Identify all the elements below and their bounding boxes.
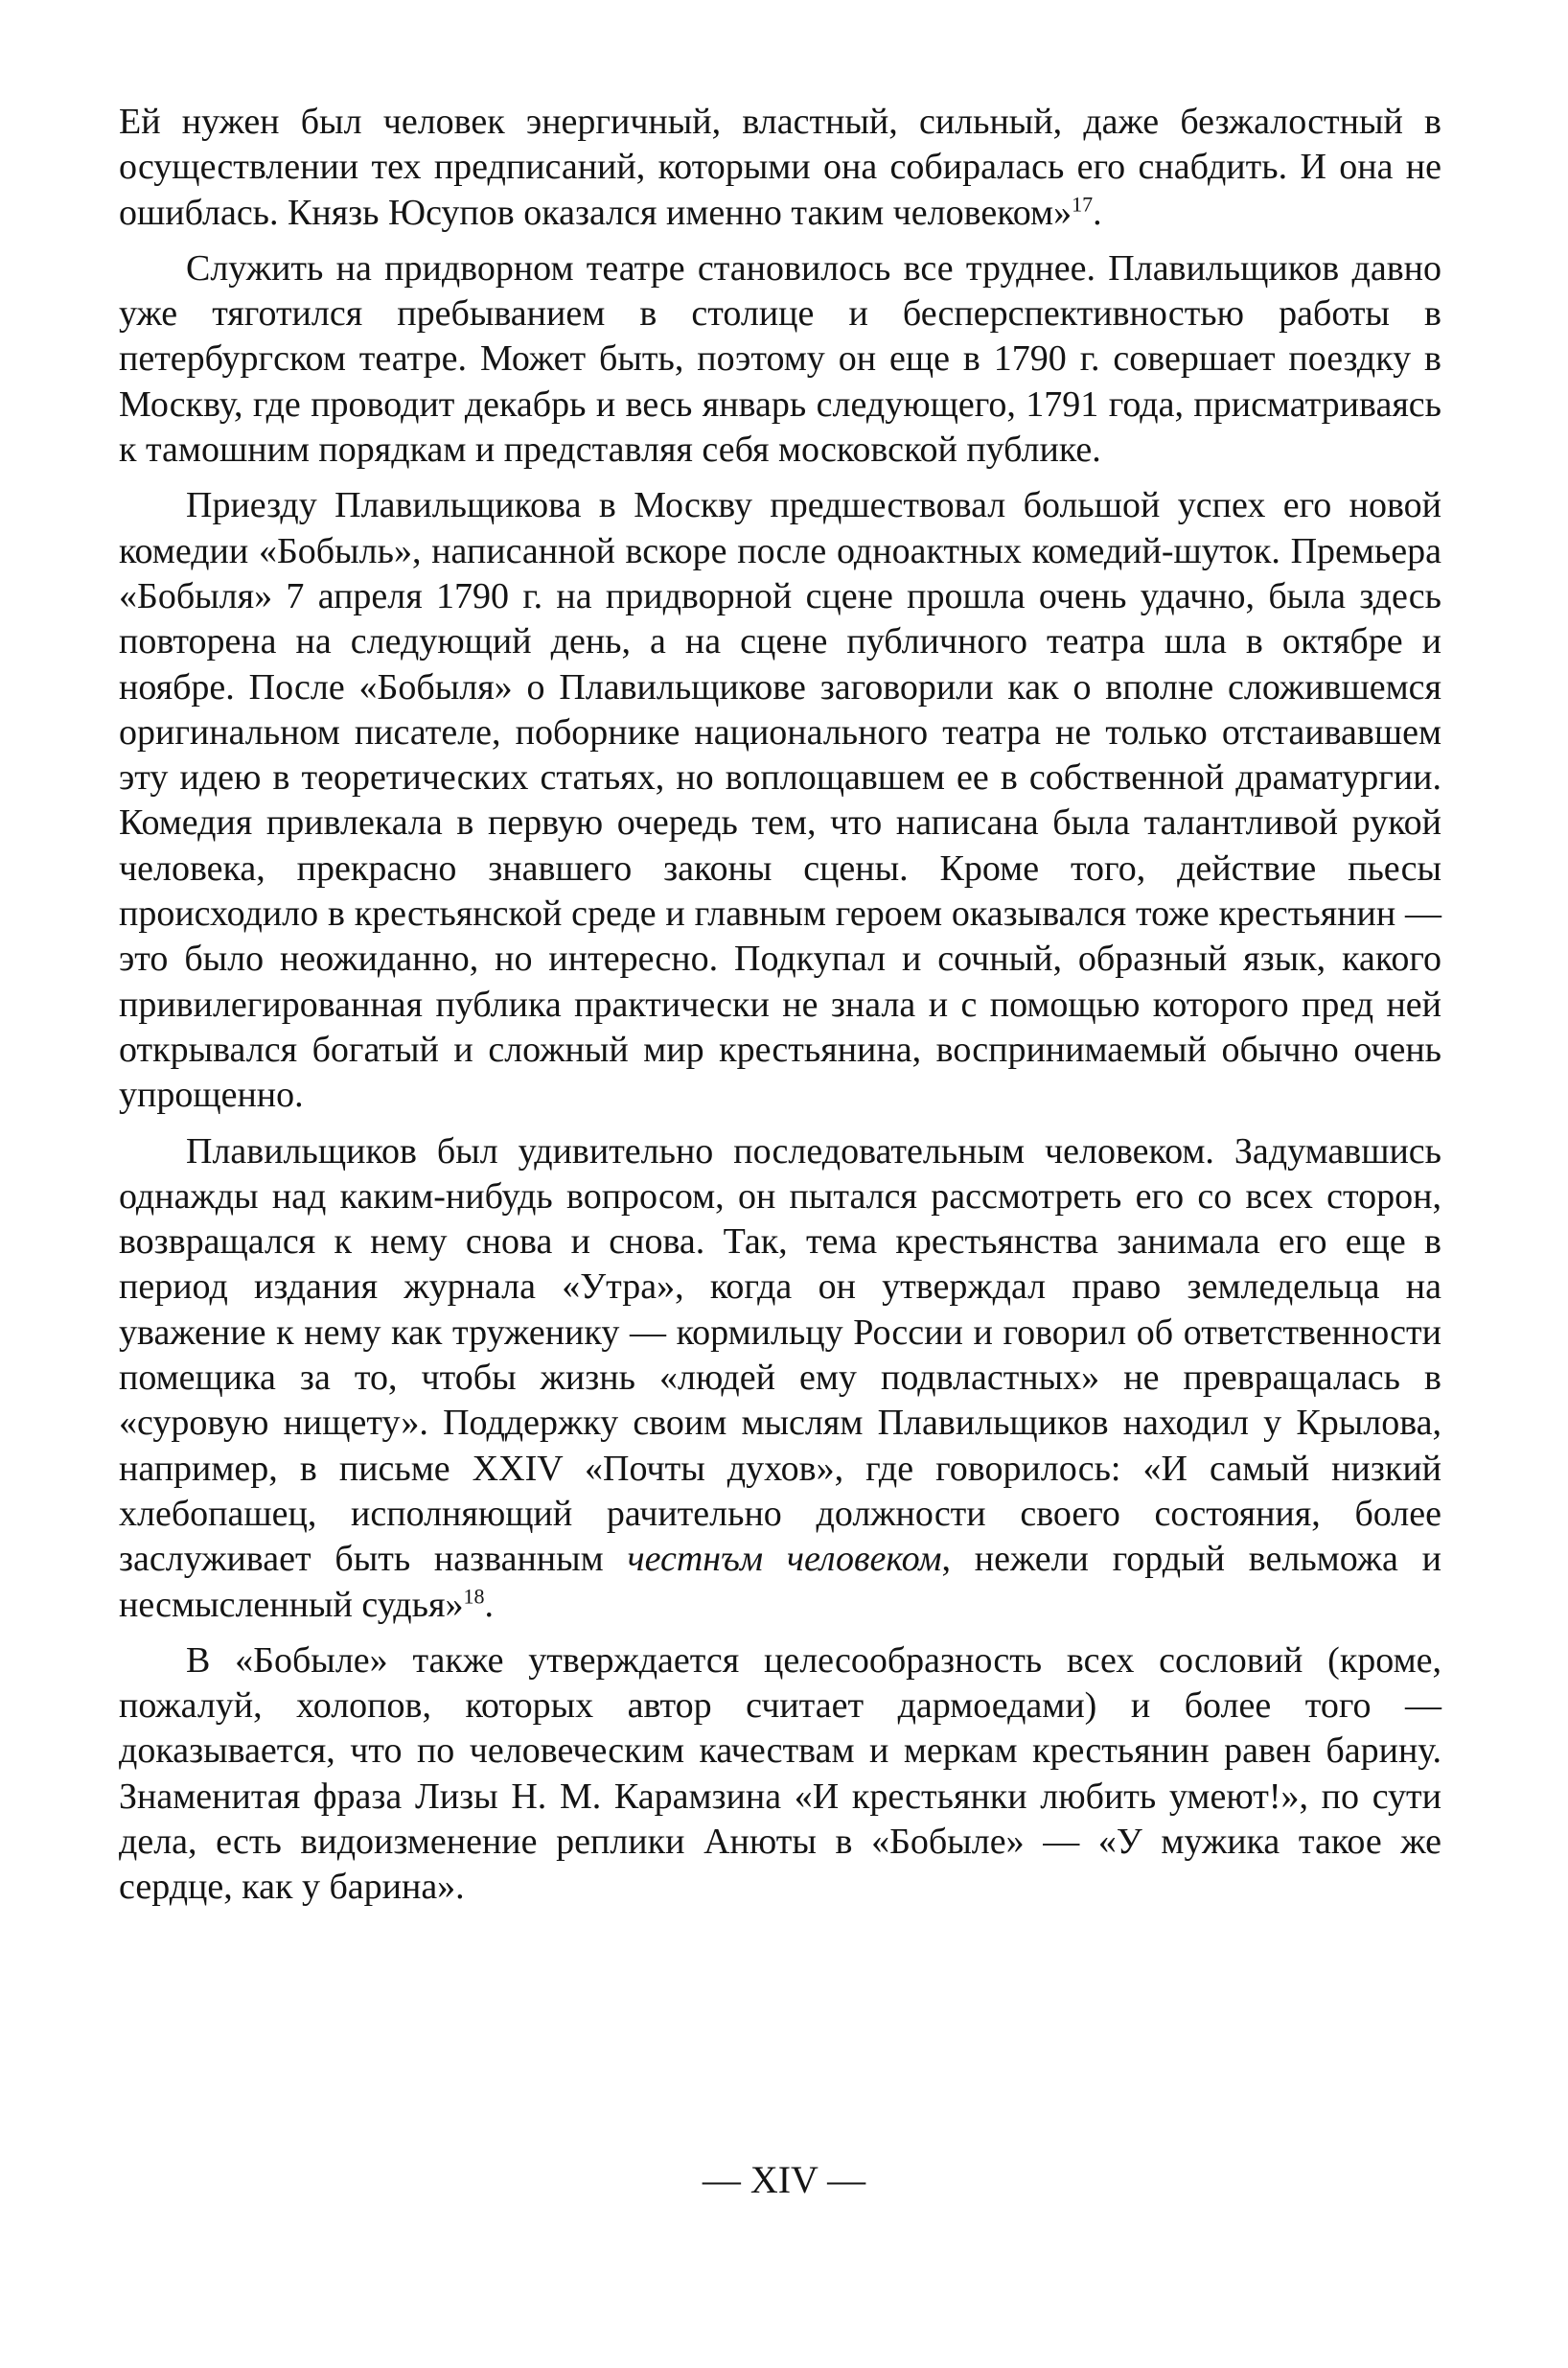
paragraph-5: В «Бобыле» также утверждается целесообразность всех сословий (кроме, пожалуй, холопов, которых автор считает дармоедами) и более того — доказывается, что по человеческим качествам и меркам крестьянин равен барину. Знаменитая фраза Лизы Н. М. Карамзина «И крестьянки любить умеют!», по сути дела, есть видоизменение реплики Анюты в «Бобыле» — «У мужика такое же сердце, как у барина». xyxy=(119,1639,1441,1908)
paragraph-1: Ей нужен был человек энергичный, властный, сильный, даже безжалостный в осуществлении тех предписаний, которыми она собиралась его снабдить. И она не ошиблась. Князь Юсупов оказался именно таким человеком»$^{17}$. xyxy=(119,102,1441,233)
page-number: — XIV — xyxy=(702,2158,866,2201)
paragraph-3: Приезду Плавильщикова в Москву предшествовал большой успех его новой комедии «Бобыль», написанной вскоре после одноактных комедий-шуток. Премьера «Бобыля» 7 апреля 1790 г. на придворной сцене прошла очень удачно, была здесь повторена на следующий день, а на сцене публичного театра шла в октябре и ноябре. После «Бобыля» о Плавильщикове заговорили как о вполне сложившемся оригинальном писателе, поборнике национального театра не только отстаивавшем эту идею в теоретических статьях, но воплощавшем ее в собственной драматургии. Комедия привлекала в первую очередь тем, что написана была талантливой рукой человека, прекрасно знавшего законы сцены. Кроме того, действие пьесы происходило в крестьянской среде и главным героем оказывался тоже крестьянин — это было неожиданно, но интересно. Подкупал и сочный, образный язык, какого привилегированная публика практически не знала и с помощью которого пред ней открывался богатый и сложный мир крестьянина, воспринимаемый обычно очень упрощенно. xyxy=(119,485,1441,1116)
footnote-marker-17: 17 xyxy=(1072,191,1094,216)
footnote-marker-18: 18 xyxy=(463,1583,485,1608)
body-text xyxy=(119,100,1441,1921)
italic-quote: честнъм человеком xyxy=(627,1539,942,1580)
paragraph-2: Служить на придворном театре становилось все труднее. Плавильщиков давно уже тяготился пребыванием в столице и бесперспективностью работы в петербургском театре. Может быть, поэтому он еще в 1790 г. совершает поездку в Москву, где проводит декабрь и весь январь следующего, 1791 года, присматриваясь к тамошним порядкам и представляя себя московской публике. xyxy=(119,247,1441,471)
paragraph-4: Плавильщиков был удивительно последовательным человеком. Задумавшись однажды над каким-нибудь вопросом, он пытался рассмотреть его со всех сторон, возвращался к нему снова и снова. Так, тема крестьянства занимала его еще в период издания журнала «Утра», когда он утверждал право земледельца на уважение к нему как труженику — кормильцу России и говорил об ответственности помещика за то, чтобы жизнь «людей ему подвластных» не превращалась в «суровую нищету». Поддержку своим мыслям Плавильщиков находил у Крылова, например, в письме XXIV «Почты духов», где говорилось: «И самый низкий хлебопашец, исполняющий рачительно должности своего состояния, более заслуживает быть названным честнъм человеком, нежели гордый вельможа и несмысленный судья»$^{18}$. xyxy=(119,1130,1441,1625)
